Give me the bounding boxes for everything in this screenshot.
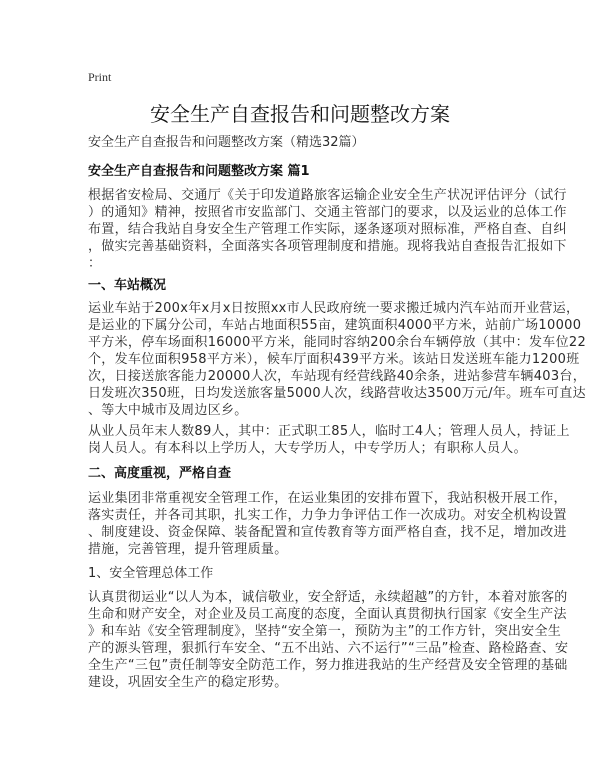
paragraph-safety-management bbox=[88, 589, 569, 691]
text-line: ，做实完善基础资料，全面落实各项管理制度和措施。现将我站自查报告汇报如下 bbox=[88, 239, 567, 254]
subsection-heading: 1、安全管理总体工作 bbox=[88, 566, 214, 581]
text-line: 是运业的下属分公司，车站占地面积55亩，建筑面积4000平方米，站前广场10000 bbox=[88, 318, 582, 333]
text-line: 、等大中城市及周边区乡。 bbox=[88, 403, 248, 418]
text-line: 认真贯彻运业“以人为本，诚信敬业，安全舒适，永续超越”的方针，本着对旅客的 bbox=[88, 590, 568, 605]
paragraph-self-inspection bbox=[88, 490, 567, 558]
text-line: 根据省安检局、交通厅《关于印发道路旅客运输企业安全生产状况评估评分（试行 bbox=[88, 188, 567, 203]
paragraph-staff bbox=[88, 423, 570, 457]
print-link[interactable]: Print bbox=[88, 70, 112, 84]
text-line: 日发班次350班，日均发送旅客量5000人次，线路营收达3500万元/年。班车可直达 bbox=[88, 386, 586, 401]
document-subtitle: 安全生产自查报告和问题整改方案（精选32篇） bbox=[88, 135, 365, 150]
paragraph-intro bbox=[88, 187, 567, 272]
text-line: 岗人员人。有本科以上学历人，大专学历人，中专学历人；有职称人员人。 bbox=[88, 441, 527, 456]
text-line: 建设，巩固安全生产的稳定形势。 bbox=[88, 675, 288, 690]
document-title: 安全生产自查报告和问题整改方案 bbox=[150, 102, 450, 126]
text-line: 生命和财产安全，对企业及员工高度的态度，全面认真贯彻执行国家《安全生产法 bbox=[88, 607, 567, 622]
text-line: 运业车站于200x年x月x日按照xx市人民政府统一要求搬迁城内汽车站而开业营运， bbox=[88, 301, 580, 316]
section-heading-overview: 一、车站概况 bbox=[88, 278, 167, 293]
text-line: 、制度建设、资金保障、装备配置和宣传教育等方面严格自查，找不足，增加改进 bbox=[88, 525, 567, 540]
text-line: 》和车站《安全管理制度》，坚持“安全第一，预防为主”的工作方针，突出安全生 bbox=[88, 624, 562, 639]
text-line: 运业集团非常重视安全管理工作，在运业集团的安排布置下，我站积极开展工作， bbox=[88, 491, 567, 506]
text-line: 个，发车位面积958平方米），候车厅面积439平方米。该站日发送班车能力1200班 bbox=[88, 352, 580, 367]
text-line: 落实责任，并各司其职，扎实工作，力争力争评估工作一次成功。对安全机构设置 bbox=[88, 508, 567, 523]
text-line: 布置，结合我站自身安全生产管理工作实际，逐条逐项对照标准，严格自查、自纠 bbox=[88, 222, 567, 237]
section-heading-self-inspection: 二、高度重视，严格自查 bbox=[88, 466, 232, 481]
text-line: 次，日接送旅客能力20000人次，车站现有经营线路40余条，进站参营车辆403台， bbox=[88, 369, 587, 384]
text-line: ）的通知》精神，按照省市安监部门、交通主管部门的要求，以及运业的总体工作 bbox=[88, 205, 567, 220]
text-line: 产的源头管理，狠抓行车安全、“五不出站、六不运行”“三品”检查、路检路查、安 bbox=[88, 641, 569, 656]
text-line: 从业人员年末人数89人，其中：正式职工85人，临时工4人；管理人员人，持证上 bbox=[88, 424, 570, 439]
paragraph-station-overview bbox=[88, 300, 587, 419]
text-line: 平方米，停车场面积16000平方米，能同时容纳200余台车辆停放（其中：发车位22 bbox=[88, 335, 587, 350]
text-line: 措施，完善管理，提升管理质量。 bbox=[88, 542, 288, 557]
article-heading: 安全生产自查报告和问题整改方案 篇1 bbox=[88, 164, 310, 179]
text-line: 全生产“三包”责任制等安全防范工作，努力推进我站的生产经营及安全管理的基础 bbox=[88, 658, 568, 673]
text-line: ： bbox=[88, 256, 102, 271]
